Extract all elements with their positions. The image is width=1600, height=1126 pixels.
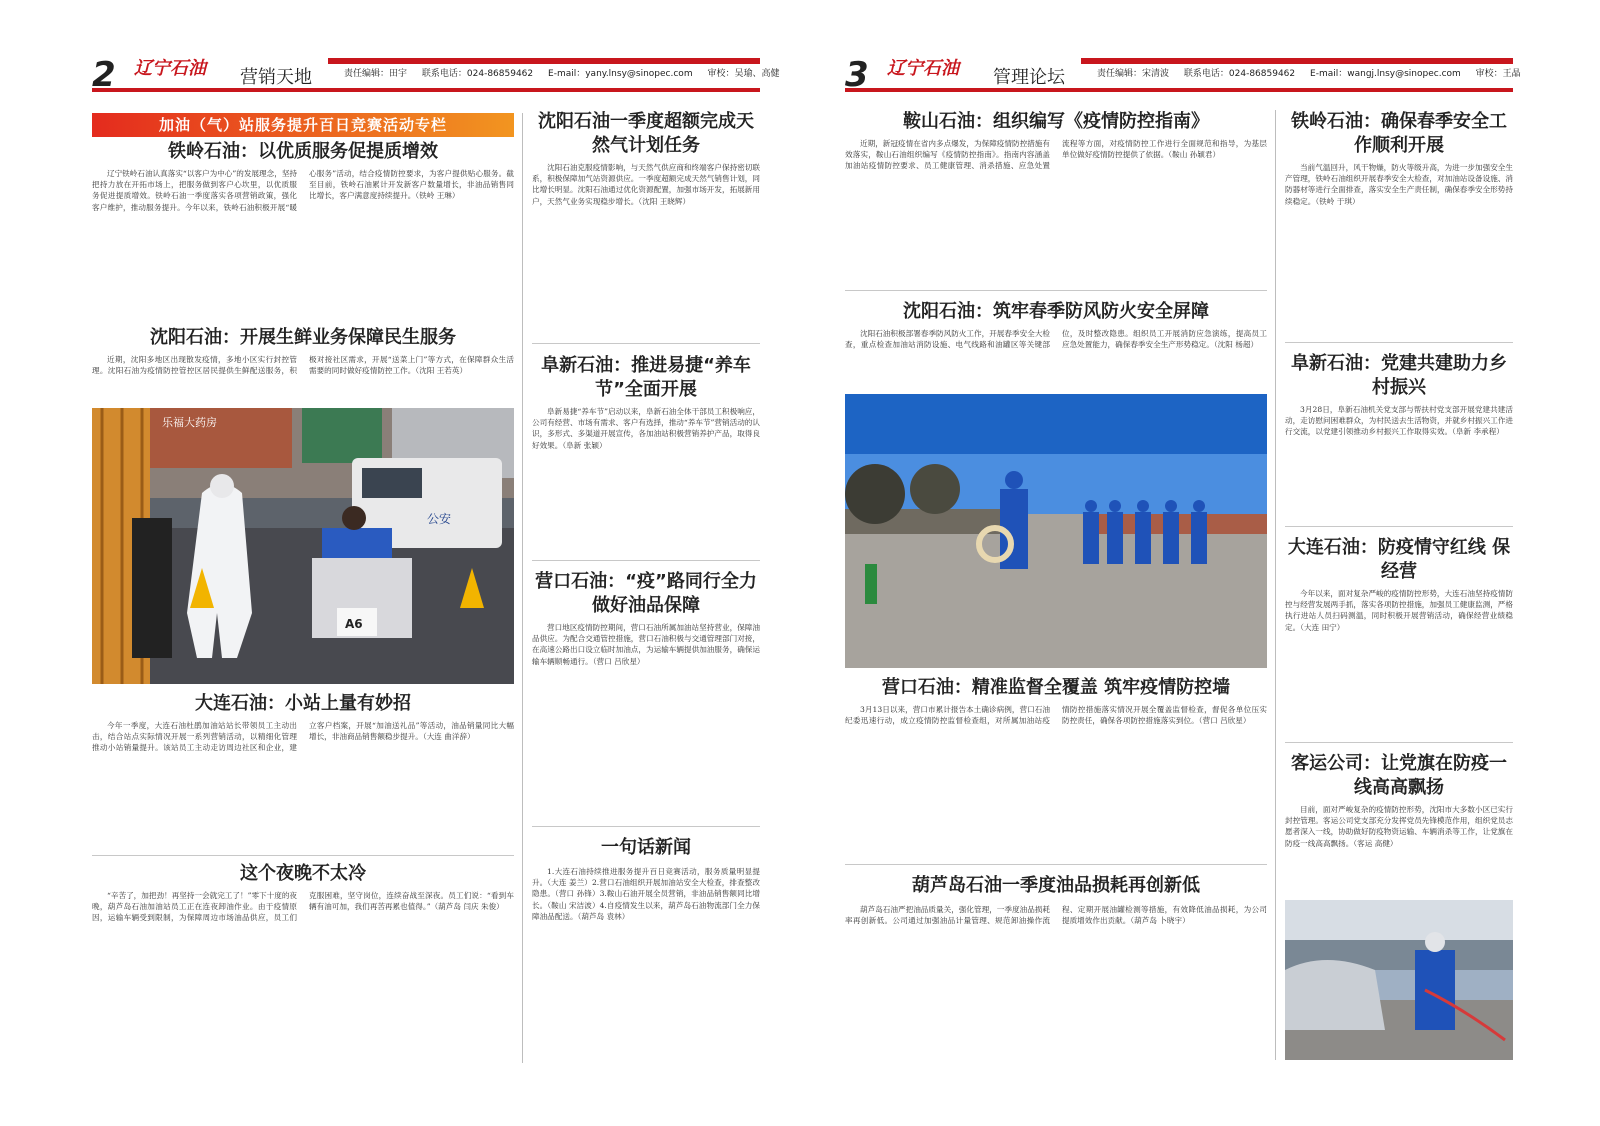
column-divider [1275, 110, 1276, 1060]
email: E-mail：wangj.lnsy@sinopec.com [1310, 69, 1461, 79]
masthead [92, 55, 780, 95]
section-title: 管理论坛 [993, 67, 1065, 88]
headline: 铁岭石油：确保春季安全工作顺利开展 [1291, 111, 1507, 156]
headline: 阜新石油：推进易捷“养车节”全面开展 [541, 355, 751, 400]
vehicle-label: 公安 [427, 512, 452, 526]
vest-label: A6 [345, 617, 363, 631]
newspaper-page-2 [92, 55, 780, 1064]
article-headline [92, 140, 514, 166]
photo-food-delivery [92, 408, 514, 684]
headline: 阜新石油：党建共建助力乡村振兴 [1291, 353, 1507, 398]
phone: 联系电话：024-86859462 [1183, 69, 1296, 79]
editor: 责任编辑：田宇 [344, 69, 408, 79]
article-text: 当前气温回升，风干物燥，防火等级升高，为进一步加强安全生产管理，铁岭石油组织开展春季安全大检查，对加油站设备设施、消防器材等进行全面排查，落实安全生产责任制，确保春季安全形势持续稳定。（铁岭 于琪） [1285, 163, 1513, 206]
masthead [845, 55, 1521, 95]
masthead-bar [1081, 58, 1513, 64]
logo-icon: 辽宁石油 [134, 58, 206, 79]
article-text: 辽宁铁岭石油认真落实“以客户为中心”的发展理念，坚持把持力放在开拓市场上，把服务做到客户心坎里，以优质服务促进提质增效。铁岭石油一季度落实各项营销政策，强化客户维护，推动服务提升。今年以来，铁岭石油积极开展“暖心服务”活动，结合疫情防控要求，为客户提供贴心服务。截至目前，铁岭石油累计开发新客户数量增长，非油品销售同比增长，客户满意度持续提升。（铁岭 王琳） [92, 169, 514, 212]
headline: 沈阳石油一季度超额完成天然气计划任务 [538, 111, 754, 156]
divider [532, 560, 760, 561]
divider [845, 864, 1267, 865]
newspaper-page-3 [845, 55, 1521, 1064]
reviewer: 审校：王晶 [1475, 69, 1521, 79]
photo-fire-drill [845, 394, 1267, 668]
page-number: 2 [92, 55, 116, 95]
headline: 沈阳石油：筑牢春季防风防火安全屏障 [903, 301, 1209, 322]
article-text: 今年一季度，大连石油杜鹃加油站站长带领员工主动出击，结合站点实际情况开展一系列营销活动，以精细化管理推动小站销量提升。该站员工主动走访周边社区和企业，建立客户档案，开展“加油送礼品”等活动，油品销量同比大幅增长，非油商品销售额稳步提升。（大连 曲洋辞） [92, 721, 514, 753]
divider [532, 826, 760, 827]
headline: 鞍山石油：组织编写《疫情防控指南》 [903, 111, 1209, 132]
article-text: 1.大连石油持续推进服务提升百日竞赛活动，服务质量明显提升。（大连 姜兰）2.营口石油组织开展加油站安全大检查，排查整改隐患。（营口 孙锋）3.鞍山石油开展全员营销，非油品销售额同比增长。（鞍山 宋洁波）4.自疫情发生以来，葫芦岛石油物流部门全力保障油品配送。（葫芦岛 袁林） [532, 867, 760, 921]
photo-disinfection [1285, 900, 1513, 1060]
article-text: 3月28日，阜新石油机关党支部与帮扶村党支部开展党建共建活动，走访慰问困难群众，为村民送去生活物资，并就乡村振兴工作进行交流，以党建引领推动乡村振兴工作取得实效。（阜新 李承程） [1285, 405, 1513, 437]
shop-sign: 乐福大药房 [162, 416, 217, 429]
headline: 营口石油：“疫”路同行全力做好油品保障 [535, 571, 757, 616]
editor-info [1097, 68, 1533, 80]
article-text: 营口地区疫情防控期间，营口石油所属加油站坚持营业，保障油品供应。为配合交通管控措施，营口石油积极与交通管理部门对接，在高速公路出口设立临时加油点，为运输车辆提供加油服务，确保运输车辆顺畅通行。（营口 吕欣星） [532, 623, 760, 666]
page-number: 3 [845, 55, 869, 95]
divider [1285, 526, 1513, 527]
article-text: “辛苦了，加把劲！再坚持一会就完工了！”零下十度的夜晚，葫芦岛石油加油站员工正在连夜卸油作业。由于疫情原因，运输车辆受到限制，为保障周边市场油品供应，员工们克服困难，坚守岗位，连续奋战至深夜。员工们说：“看到车辆有油可加，我们再苦再累也值得。”（葫芦岛 闫庆 朱俊） [92, 891, 514, 923]
divider [1285, 742, 1513, 743]
headline: 营口石油：精准监督全覆盖 筑牢疫情防控墙 [881, 677, 1231, 698]
editor: 责任编辑：宋清波 [1097, 69, 1170, 79]
editor-info [344, 68, 791, 80]
email: E-mail：yany.lnsy@sinopec.com [548, 69, 693, 79]
article-body [92, 168, 514, 320]
special-column-banner: 加油（气）站服务提升百日竞赛活动专栏 [92, 113, 514, 137]
headline: 大连石油：小站上量有妙招 [195, 693, 411, 714]
divider [845, 290, 1267, 291]
article-text: 今年以来，面对复杂严峻的疫情防控形势，大连石油坚持疫情防控与经营发展两手抓，落实各项防控措施，加强员工健康监测，严格执行进站人员扫码测温，同时积极开展营销活动，确保经营业绩稳定。（大连 田宁） [1285, 589, 1513, 632]
article-text: 阜新易捷“养车节”启动以来，阜新石油全体干部员工积极响应，公司有经营、市场有需求、客户有选择，推动“养车节”营销活动的认识，多形式、多渠道开展宣传，各加油站积极营销养护产品，取得良好效果。（阜新 张颖） [532, 407, 760, 450]
article-text: 沈阳石油克服疫情影响，与天然气供应商和终端客户保持密切联系，积极保障加气站资源供应。一季度超额完成天然气销售计划，同比增长明显。沈阳石油通过优化资源配置，加强市场开发，拓展新用户，天然气业务实现稳步增长。（沈阳 王晓辉） [532, 163, 760, 206]
article-text: 沈阳石油积极部署春季防风防火工作，开展春季安全大检查，重点检查加油站消防设施、电气线路和油罐区等关键部位，及时整改隐患。组织员工开展消防应急演练，提高员工应急处置能力，确保春季安全生产形势稳定。（沈阳 杨超） [845, 329, 1267, 350]
headline: 葫芦岛石油一季度油品损耗再创新低 [912, 875, 1200, 896]
section-title: 营销天地 [240, 67, 312, 88]
logo-icon: 辽宁石油 [887, 58, 959, 79]
masthead-bar [328, 58, 760, 64]
article-text: 葫芦岛石油严把油品质量关，强化管理，一季度油品损耗率再创新低。公司通过加强油品计量管理、规范卸油操作流程、定期开展油罐检测等措施，有效降低油品损耗，为公司提质增效作出贡献。（葫芦岛 卜晓宇） [845, 905, 1267, 926]
phone: 联系电话：024-86859462 [421, 69, 534, 79]
article-text: 目前，面对严峻复杂的疫情防控形势，沈阳市大多数小区已实行封控管理。客运公司党支部充分发挥党员先锋模范作用，组织党员志愿者深入一线，协助做好防疫物资运输、车辆消杀等工作，让党旗在防疫一线高高飘扬。（客运 高健） [1285, 805, 1513, 848]
divider [1285, 342, 1513, 343]
article-text: 近期，沈阳多地区出现散发疫情，多地小区实行封控管理。沈阳石油为疫情防控管控区居民提供生鲜配送服务，积极对接社区需求，开展“送菜上门”等方式，在保障群众生活需要的同时做好疫情防控工作。（沈阳 王若英） [92, 355, 514, 376]
headline: 大连石油：防疫情守红线 保经营 [1287, 537, 1511, 582]
headline: 一句话新闻 [601, 837, 691, 858]
headline: 铁岭石油：以优质服务促提质增效 [168, 141, 438, 162]
article-text: 近期，新冠疫情在省内多点爆发，为保障疫情防控措施有效落实，鞍山石油组织编写《疫情防控指南》。指南内容涵盖加油站疫情防控要求、员工健康管理、消杀措施、应急处置流程等方面，对疫情防控工作进行全面规范和指导，为基层单位做好疫情防控提供了依据。（鞍山 孙颖君） [845, 139, 1267, 171]
article-text: 3月13日以来，营口市累计报告本土确诊病例，营口石油纪委迅速行动，成立疫情防控监督检查组，对所属加油站疫情防控措施落实情况开展全覆盖监督检查，督促各单位压实防控责任，确保各项防控措施落实到位。（营口 吕欣星） [845, 705, 1267, 726]
headline: 客运公司：让党旗在防疫一线高高飘扬 [1291, 753, 1507, 798]
headline: 沈阳石油：开展生鲜业务保障民生服务 [150, 327, 456, 348]
reviewer: 审校：吴瑜、高健 [707, 69, 780, 79]
divider [532, 343, 760, 344]
column-divider [522, 113, 523, 1063]
headline: 这个夜晚不太冷 [240, 863, 366, 884]
divider [92, 855, 514, 856]
